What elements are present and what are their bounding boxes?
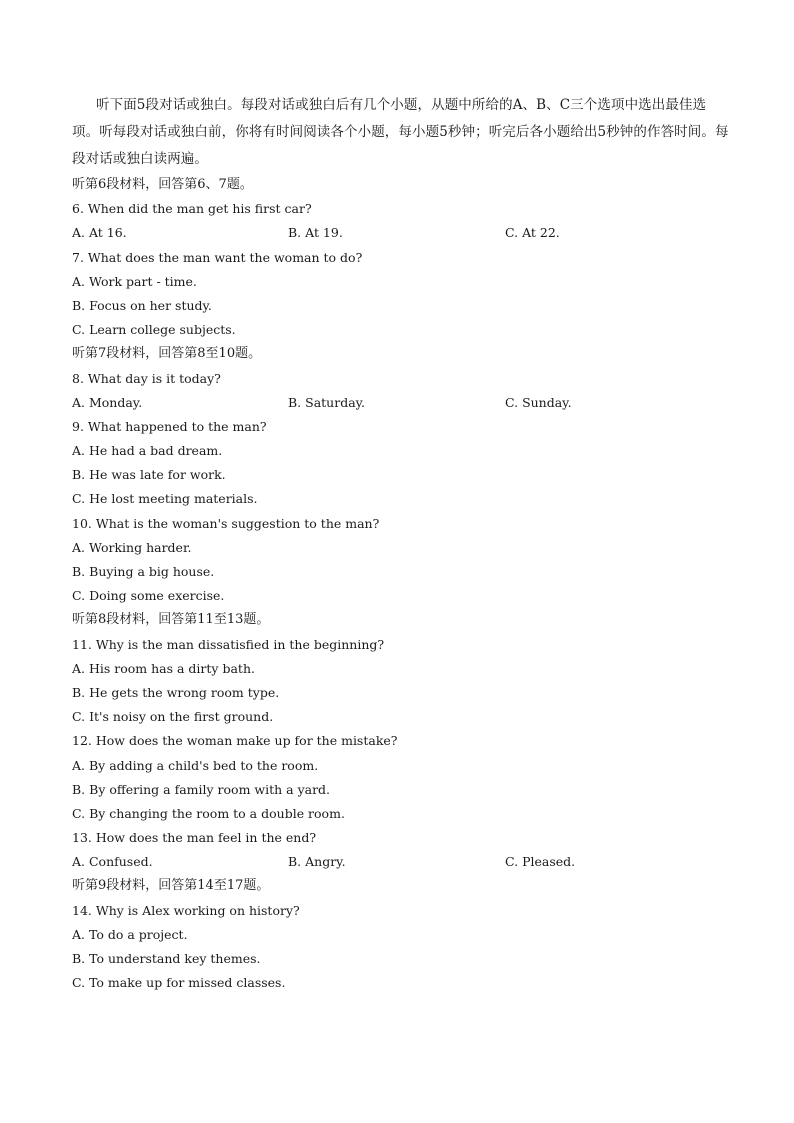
option-b[interactable]: B. By offering a family room with a yard.: [72, 781, 331, 797]
question-14: 14. Why is Alex working on history?: [72, 902, 300, 918]
option-c[interactable]: C. It's noisy on the first ground.: [72, 709, 274, 725]
option-c[interactable]: C. Learn college subjects.: [72, 322, 236, 338]
option-b[interactable]: B. He gets the wrong room type.: [72, 684, 280, 700]
section-heading-7: 听第7段材料，回答第8至10题。: [72, 346, 262, 362]
question-9: 9. What happened to the man?: [72, 418, 267, 434]
exam-page: [72, 92, 732, 995]
option-c[interactable]: C. Doing some exercise.: [72, 588, 225, 604]
question-8: 8. What day is it today?: [72, 370, 221, 386]
question-7: 7. What does the man want the woman to do?: [72, 249, 363, 265]
option-a[interactable]: A. Work part - time.: [72, 273, 197, 289]
option-b[interactable]: B. Saturday.: [288, 394, 366, 410]
option-b[interactable]: B. He was late for work.: [72, 467, 226, 483]
section-heading-9: 听第9段材料，回答第14至17题。: [72, 878, 270, 894]
question-11: 11. Why is the man dissatisfied in the beginning?: [72, 636, 385, 652]
options-13: [72, 850, 732, 874]
option-c[interactable]: C. To make up for missed classes.: [72, 975, 286, 991]
option-a[interactable]: A. Working harder.: [72, 539, 192, 555]
option-a[interactable]: A. His room has a dirty bath.: [72, 660, 255, 676]
question-6: 6. When did the man get his first car?: [72, 201, 312, 217]
instructions-paragraph: 听下面5段对话或独白。每段对话或独白后有几个小题，从题中所给的A、B、C三个选项中选出最佳选项。听每段对话或独白前，你将有时间阅读各个小题，每小题5秒钟；听完后各小题给出5秒钟的作答时间。每段对话或独白读两遍。: [72, 97, 729, 167]
option-c[interactable]: C. Pleased.: [505, 854, 576, 870]
option-b[interactable]: B. Focus on her study.: [72, 297, 212, 313]
options-6: [72, 221, 732, 245]
section-heading-8: 听第8段材料，回答第11至13题。: [72, 612, 270, 628]
option-c[interactable]: C. At 22.: [505, 225, 560, 241]
option-c[interactable]: C. By changing the room to a double room.: [72, 805, 345, 821]
option-c[interactable]: C. He lost meeting materials.: [72, 491, 258, 507]
option-b[interactable]: B. At 19.: [288, 225, 343, 241]
option-c[interactable]: C. Sunday.: [505, 394, 572, 410]
option-b[interactable]: B. To understand key themes.: [72, 951, 261, 966]
option-b[interactable]: B. Buying a big house.: [72, 564, 215, 579]
option-a[interactable]: A. Monday.: [72, 394, 143, 410]
question-10: 10. What is the woman's suggestion to the man?: [72, 515, 380, 531]
option-a[interactable]: A. At 16.: [72, 225, 127, 241]
option-a[interactable]: A. To do a project.: [72, 926, 188, 942]
option-a[interactable]: A. By adding a child's bed to the room.: [72, 757, 319, 773]
section-heading-6: 听第6段材料，回答第6、7题。: [72, 177, 253, 192]
question-13: 13. How does the man feel in the end?: [72, 830, 317, 846]
options-8: [72, 391, 732, 415]
option-b[interactable]: B. Angry.: [288, 854, 346, 870]
option-a[interactable]: A. Confused.: [72, 854, 153, 870]
question-12: 12. How does the woman make up for the mistake?: [72, 733, 398, 749]
option-a[interactable]: A. He had a bad dream.: [72, 443, 223, 459]
